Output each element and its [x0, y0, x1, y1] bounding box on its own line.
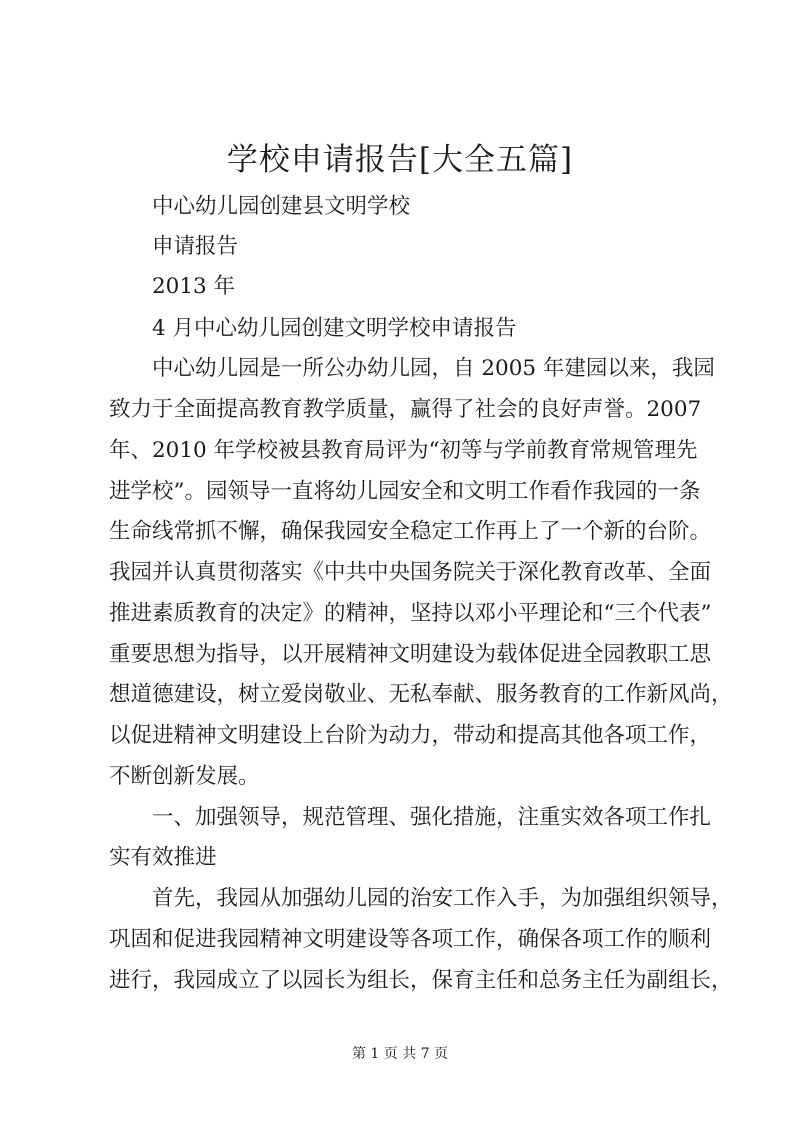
paragraph-line: 进学校”。园领导一直将幼儿园安全和文明工作看作我园的一条	[109, 479, 701, 504]
paragraph-line: 一、加强领导，规范管理、强化措施，注重实效各项工作扎	[152, 805, 712, 830]
paragraph-line: 首先，我园从加强幼儿园的治安工作入手，为加强组织领导，	[152, 886, 733, 911]
paragraph-line: 巩固和促进我园精神文明建设等各项工作，确保各项工作的顺利	[109, 927, 712, 952]
paragraph-line: 年、2010 年学校被县教育局评为“初等与学前教育常规管理先	[109, 438, 698, 463]
document-title: 学校申请报告[大全五篇]	[226, 142, 574, 178]
paragraph-line: 想道德建设，树立爱岗敬业、无私奉献、服务教育的工作新风尚，	[109, 682, 733, 707]
paragraph-line: 中心幼儿园创建县文明学校	[152, 194, 411, 219]
paragraph-line: 4 月中心幼儿园创建文明学校申请报告	[152, 316, 517, 341]
paragraph-line: 生命线常抓不懈，确保我园安全稳定工作再上了一个新的台阶。	[109, 519, 712, 544]
paragraph-line: 实有效推进	[109, 845, 217, 870]
paragraph-line: 我园并认真贯彻落实《中共中央国务院关于深化教育改革、全面	[109, 560, 712, 585]
paragraph-line: 进行，我园成立了以园长为组长，保育主任和总务主任为副组长，	[109, 968, 733, 993]
paragraph-line: 2013 年	[152, 274, 236, 299]
paragraph-line: 致力于全面提高教育教学质量，赢得了社会的良好声誉。2007	[109, 397, 702, 422]
paragraph-line: 以促进精神文明建设上台阶为动力，带动和提高其他各项工作，	[109, 723, 712, 748]
paragraph-line: 中心幼儿园是一所公办幼儿园，自 2005 年建园以来，我园	[152, 356, 715, 381]
paragraph-line: 申请报告	[152, 234, 239, 259]
paragraph-line: 不断创新发展。	[109, 764, 260, 789]
page-number-footer: 第 1 页 共 7 页	[351, 1046, 449, 1062]
paragraph-line: 推进素质教育的决定》的精神，坚持以邓小平理论和“三个代表”	[109, 601, 712, 626]
paragraph-line: 重要思想为指导，以开展精神文明建设为载体促进全园教职工思	[109, 642, 712, 667]
